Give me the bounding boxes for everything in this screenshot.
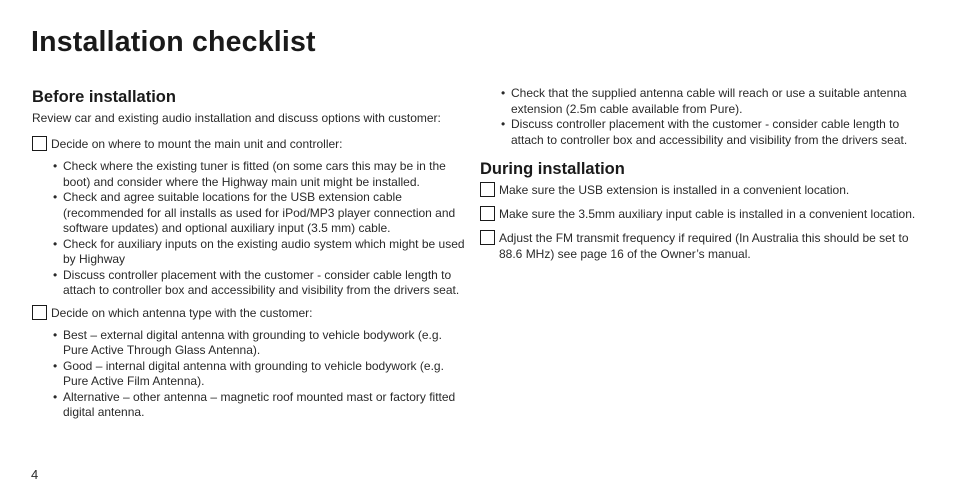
list-item-text: Check and agree suitable locations for the USB extension cable (recommended for all installs as used for iPod/MP3 player connection and software updates) and optional auxiliary input (3.5 mm) cable. [63,190,456,235]
checklist-item-mount-location [32,136,467,152]
list-item [501,117,920,148]
checklist-item-label: Decide on which antenna type with the customer: [51,305,313,320]
checklist-item-fm-frequency [480,230,920,262]
bullet-glyph: • [53,236,58,251]
before-installation-heading: Before installation [32,88,176,106]
checklist-item-label: Adjust the FM transmit frequency if required (In Australia this should be set to 88.6 MHz) see page 16 of the Owner’s manual. [499,231,909,261]
checkbox[interactable] [32,305,47,320]
checkbox[interactable] [480,206,495,221]
page-number: 4 [31,467,39,482]
list-item [53,358,467,390]
list-item [53,389,467,421]
checklist-item-label: Make sure the 3.5mm auxiliary input cable is installed in a convenient location. [499,207,916,221]
list-item [53,267,467,299]
list-item [501,86,920,117]
checklist-item-label: Make sure the USB extension is installed in a convenient location. [499,183,850,197]
bullet-glyph: • [53,190,58,204]
checklist-item-usb-extension [480,182,920,198]
list-item-text: Discuss controller placement with the customer - consider cable length to attach to controller box and accessibility and visibility from the drivers seat. [63,267,460,297]
bullet-glyph: • [53,358,58,373]
bullet-glyph: • [501,86,506,100]
mount-location-bullets [32,159,467,299]
list-item-text: Check where the existing tuner is fitted (on some cars this may be in the boot) and consider where the Highway main unit might be installed. [63,159,446,189]
checkbox[interactable] [480,182,495,197]
checkbox[interactable] [32,136,47,151]
list-item-text: Discuss controller placement with the customer - consider cable length to attach to controller box and accessibility and visibility from the drivers seat. [511,117,908,147]
antenna-type-bullets [32,328,467,421]
list-item [53,190,467,237]
right-column [480,86,920,262]
bullet-glyph: • [53,159,58,173]
list-item [53,327,467,359]
checklist-item-label: Decide on where to mount the main unit and controller: [51,137,343,151]
bullet-glyph: • [53,327,58,342]
bullet-glyph: • [53,389,58,404]
before-installation-intro: Review car and existing audio installation and discuss options with customer: [32,111,441,125]
bullet-glyph: • [53,267,58,282]
list-item-text: Check that the supplied antenna cable will reach or use a suitable antenna extension (2.5m cable available from Pure). [511,86,907,116]
list-item-text: Alternative – other antenna – magnetic roof mounted mast or factory fitted digital antenna. [63,389,456,419]
list-item-text: Best – external digital antenna with grounding to vehicle bodywork (e.g. Pure Active Through Glass Antenna). [63,327,442,357]
antenna-cable-bullets [480,86,920,148]
page-title: Installation checklist [31,26,316,58]
during-installation-heading: During installation [480,160,625,178]
list-item-text: Check for auxiliary inputs on the existing audio system which might be used by Highway [63,236,465,266]
checklist-item-aux-cable [480,206,920,222]
list-item [53,236,467,268]
checklist-item-antenna-type [32,305,467,321]
bullet-glyph: • [501,117,506,131]
checkbox[interactable] [480,230,495,245]
list-item-text: Good – internal digital antenna with grounding to vehicle bodywork (e.g. Pure Active Film Antenna). [63,358,444,388]
before-installation-section [32,86,467,421]
list-item [53,159,467,190]
